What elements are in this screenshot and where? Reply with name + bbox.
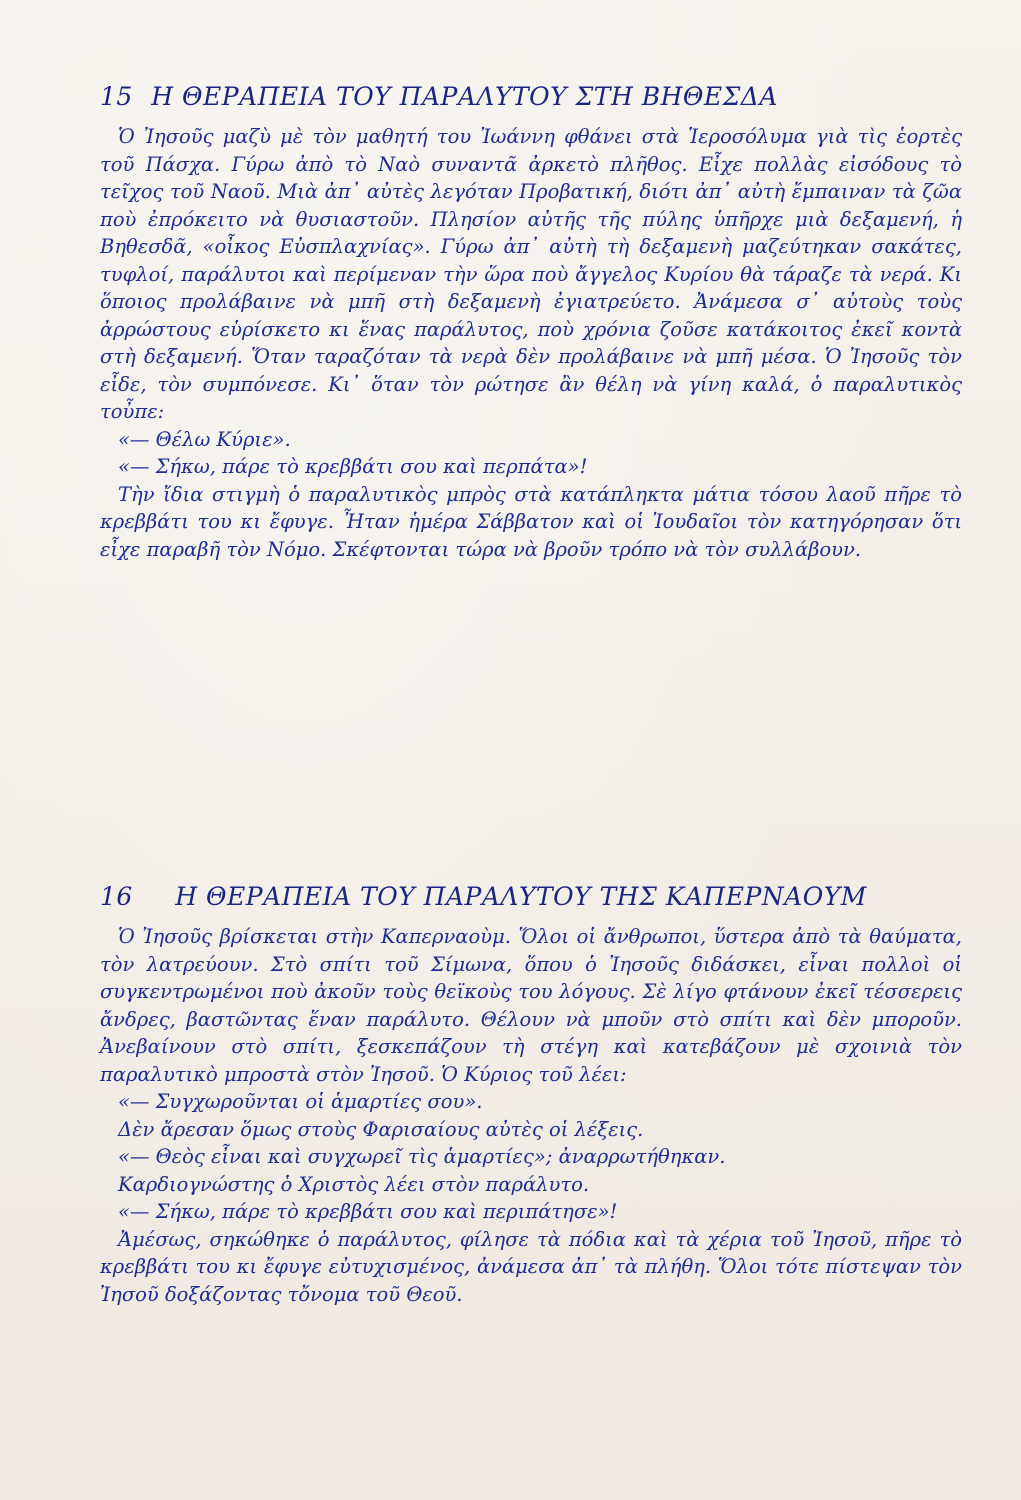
- dialog-line: «— Συγχωροῦνται οἱ ἁμαρτίες σου».: [118, 1090, 483, 1113]
- section-number: 15: [100, 82, 133, 111]
- section-title: Η ΘΕΡΑΠΕΙΑ ΤΟΥ ΠΑΡΑΛΥΤΟΥ ΤΗΣ ΚΑΠΕΡΝΑΟΥΜ: [175, 882, 867, 911]
- paragraph: Ὁ Ἰησοῦς βρίσκεται στὴν Καπερναοὺμ. Ὅλοι οἱ ἄνθρωποι, ὕστερα ἀπὸ τὰ θαύματα, τὸν λατρεύουν. Στὸ σπίτι τοῦ Σίμωνα, ὅπου ὁ Ἰησοῦς διδάσκει, εἶναι πολλοὶ οἱ συγκεντρωμένοι ποὺ ἀκοῦν τοὺς θεϊκοὺς του λόγους. Σὲ λίγο φτάνουν ἐκεῖ τέσσερεις ἄνδρες, βαστῶντας ἕναν παράλυτο. Θέλουν νὰ μποῦν στὸ σπίτι καὶ δὲν μποροῦν. Ἀνεβαίνουν στὸ σπίτι, ξεσκεπάζουν τὴ στέγη καὶ κατεβάζουν μὲ σχοινιὰ τὸν παραλυτικὸ μπροστὰ στὸν Ἰησοῦ. Ὁ Κύριος τοῦ λέει:: [100, 925, 962, 1086]
- section-16: [100, 882, 962, 1308]
- section-heading: [100, 82, 962, 111]
- section-15: [100, 82, 962, 563]
- dialog-line: «— Σήκω, πάρε τὸ κρεββάτι σου καὶ περιπάτησε»!: [118, 1200, 618, 1223]
- paragraph: Ὁ Ἰησοῦς μαζὺ μὲ τὸν μαθητή του Ἰωάννη φθάνει στὰ Ἱεροσόλυμα γιὰ τὶς ἑορτὲς τοῦ Πάσχα. Γύρω ἀπὸ τὸ Ναὸ συναντᾶ ἀρκετὸ πλῆθος. Εἶχε πολλὰς εἰσόδους τὸ τεῖχος τοῦ Ναοῦ. Μιὰ ἀπ᾽ αὐτὲς λεγόταν Προβατική, διότι ἀπ᾽ αὐτὴ ἔμπαιναν τὰ ζῶα ποὺ ἐπρόκειτο νὰ θυσιαστοῦν. Πλησίον αὐτῆς τῆς πύλης ὑπῆρχε μιὰ δεξαμενή, ἡ Βηθεσδᾶ, «οἶκος Εὐσπλαχνίας». Γύρω ἀπ᾽ αὐτὴ τὴ δεξαμενὴ μαζεύτηκαν σακάτες, τυφλοί, παράλυτοι καὶ περίμεναν τὴν ὥρα ποὺ ἄγγελος Κυρίου θὰ τάραζε τὰ νερά. Κι ὅποιος προλάβαινε νὰ μπῆ στὴ δεξαμενὴ ἐγιατρεύετο. Ἀνάμεσα σ᾽ αὐτοὺς τοὺς ἀρρώστους εὑρίσκετο κι ἕνας παράλυτος, ποὺ χρόνια ζοῦσε κατάκοιτος ἐκεῖ κοντὰ στὴ δεξαμενή. Ὅταν ταραζόταν τὰ νερὰ δὲν προλάβαινε νὰ μπῆ μέσα. Ὁ Ἰησοῦς τὸν εἶδε, τὸν συμπόνεσε. Κι᾽ ὅταν τὸν ρώτησε ἂν θέλη νὰ γίνη καλά, ὁ παραλυτικὸς τοὖπε:: [100, 125, 962, 423]
- paragraph: Ἀμέσως, σηκώθηκε ὁ παράλυτος, φίλησε τὰ πόδια καὶ τὰ χέρια τοῦ Ἰησοῦ, πῆρε τὸ κρεββάτι του κι ἔφυγε εὐτυχισμένος, ἀνάμεσα ἀπ᾽ τὰ πλήθη. Ὅλοι τότε πίστεψαν τὸν Ἰησοῦ δοξάζοντας τὄνομα τοῦ Θεοῦ.: [100, 1227, 962, 1306]
- paragraph: Τὴν ἴδια στιγμὴ ὁ παραλυτικὸς μπρὸς στὰ κατάπληκτα μάτια τόσου λαοῦ πῆρε τὸ κρεββάτι του κι ἔφυγε. Ἦταν ἡμέρα Σάββατον καὶ οἱ Ἰουδαῖοι τὸν κατηγόρησαν ὅτι εἶχε παραβῆ τὸν Νόμο. Σκέφτονται τώρα νὰ βροῦν τρόπο νὰ τὸν συλλάβουν.: [100, 482, 962, 561]
- dialog-line: Καρδιογνώστης ὁ Χριστὸς λέει στὸν παράλυτο.: [118, 1172, 590, 1196]
- dialog-line: «— Θέλω Κύριε».: [118, 427, 291, 451]
- section-title: Η ΘΕΡΑΠΕΙΑ ΤΟΥ ΠΑΡΑΛΥΤΟΥ ΣΤΗ ΒΗΘΕΣΔΑ: [151, 82, 778, 111]
- dialog-line: Δὲν ἄρεσαν ὅμως στοὺς Φαρισαίους αὐτὲς οἱ λέξεις.: [118, 1117, 644, 1141]
- section-number: 16: [100, 882, 133, 911]
- section-heading: [100, 882, 962, 911]
- dialog-line: «— Σήκω, πάρε τὸ κρεββάτι σου καὶ περπάτα»!: [118, 455, 588, 478]
- dialog-line: «— Θεὸς εἶναι καὶ συγχωρεῖ τὶς ἁμαρτίες»; ἀναρρωτήθηκαν.: [118, 1145, 726, 1168]
